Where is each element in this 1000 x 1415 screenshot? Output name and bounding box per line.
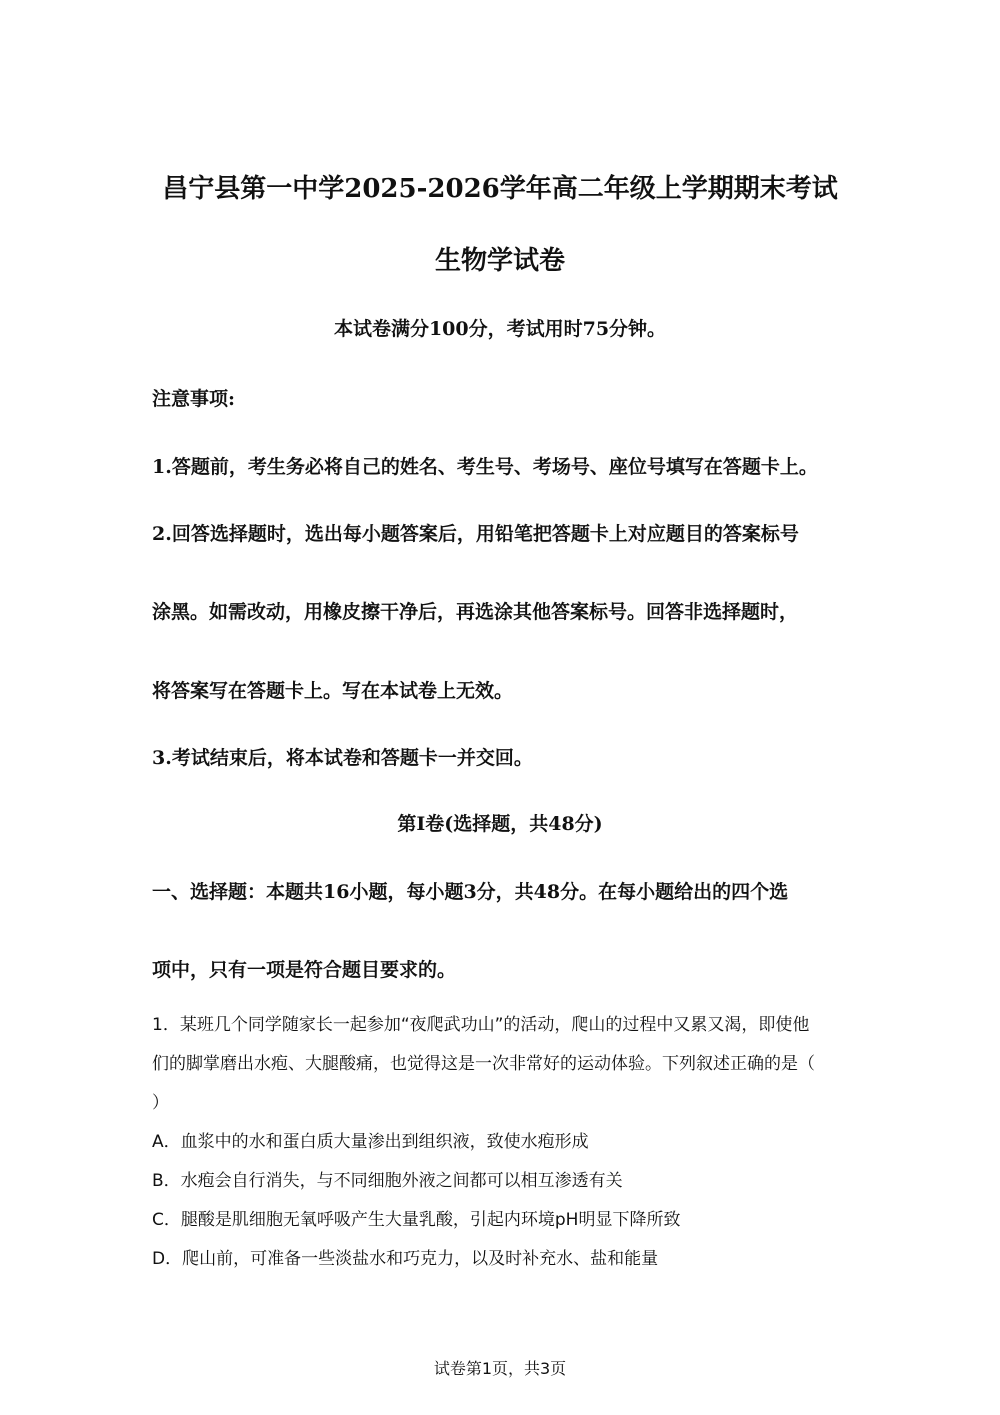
notice-item-2-line-2: 涂黑。如需改动，用橡皮擦干净后，再选涂其他答案标号。回答非选择题时，	[152, 601, 799, 623]
notice-item-2-line-1: 2.回答选择题时，选出每小题答案后，用铅笔把答题卡上对应题目的答案标号	[152, 523, 799, 545]
exam-subtitle: 生物学试卷	[434, 246, 565, 276]
notice-item-3: 3.考试结束后，将本试卷和答题卡一并交回。	[152, 747, 533, 769]
question-1-option-d: D．爬山前，可准备一些淡盐水和巧克力，以及时补充水、盐和能量	[152, 1249, 659, 1269]
question-1-stem-line-3: ）	[152, 1093, 169, 1113]
question-1-option-c: C．腿酸是肌细胞无氧呼吸产生大量乳酸，引起内环境pH明显下降所致	[152, 1210, 681, 1230]
page-footer: 试卷第1页，共3页	[433, 1359, 567, 1378]
exam-title: 昌宁县第一中学2025-2026学年高二年级上学期期末考试	[162, 174, 838, 204]
question-1-stem-line-1: 1．某班几个同学随家长一起参加“夜爬武功山”的活动，爬山的过程中又累又渴，即使他	[152, 1015, 810, 1035]
exam-info: 本试卷满分100分，考试用时75分钟。	[333, 318, 667, 340]
question-1-stem-line-2: 们的脚掌磨出水疱、大腿酸痛，也觉得这是一次非常好的运动体验。下列叙述正确的是（	[152, 1054, 815, 1074]
section-heading-line-1: 一、选择题：本题共16小题，每小题3分，共48分。在每小题给出的四个选	[152, 881, 789, 903]
volume-title: 第Ⅰ卷(选择题，共48分)	[397, 813, 603, 835]
notice-item-2-line-3: 将答案写在答题卡上。写在本试卷上无效。	[152, 680, 514, 702]
section-heading-line-2: 项中，只有一项是符合题目要求的。	[152, 959, 457, 981]
question-1-option-b: B．水疱会自行消失，与不同细胞外液之间都可以相互渗透有关	[152, 1171, 623, 1191]
notice-item-1: 1.答题前，考生务必将自己的姓名、考生号、考场号、座位号填写在答题卡上。	[152, 456, 818, 478]
notice-heading: 注意事项:	[152, 388, 236, 410]
question-1-option-a: A．血浆中的水和蛋白质大量渗出到组织液，致使水疱形成	[152, 1132, 589, 1152]
